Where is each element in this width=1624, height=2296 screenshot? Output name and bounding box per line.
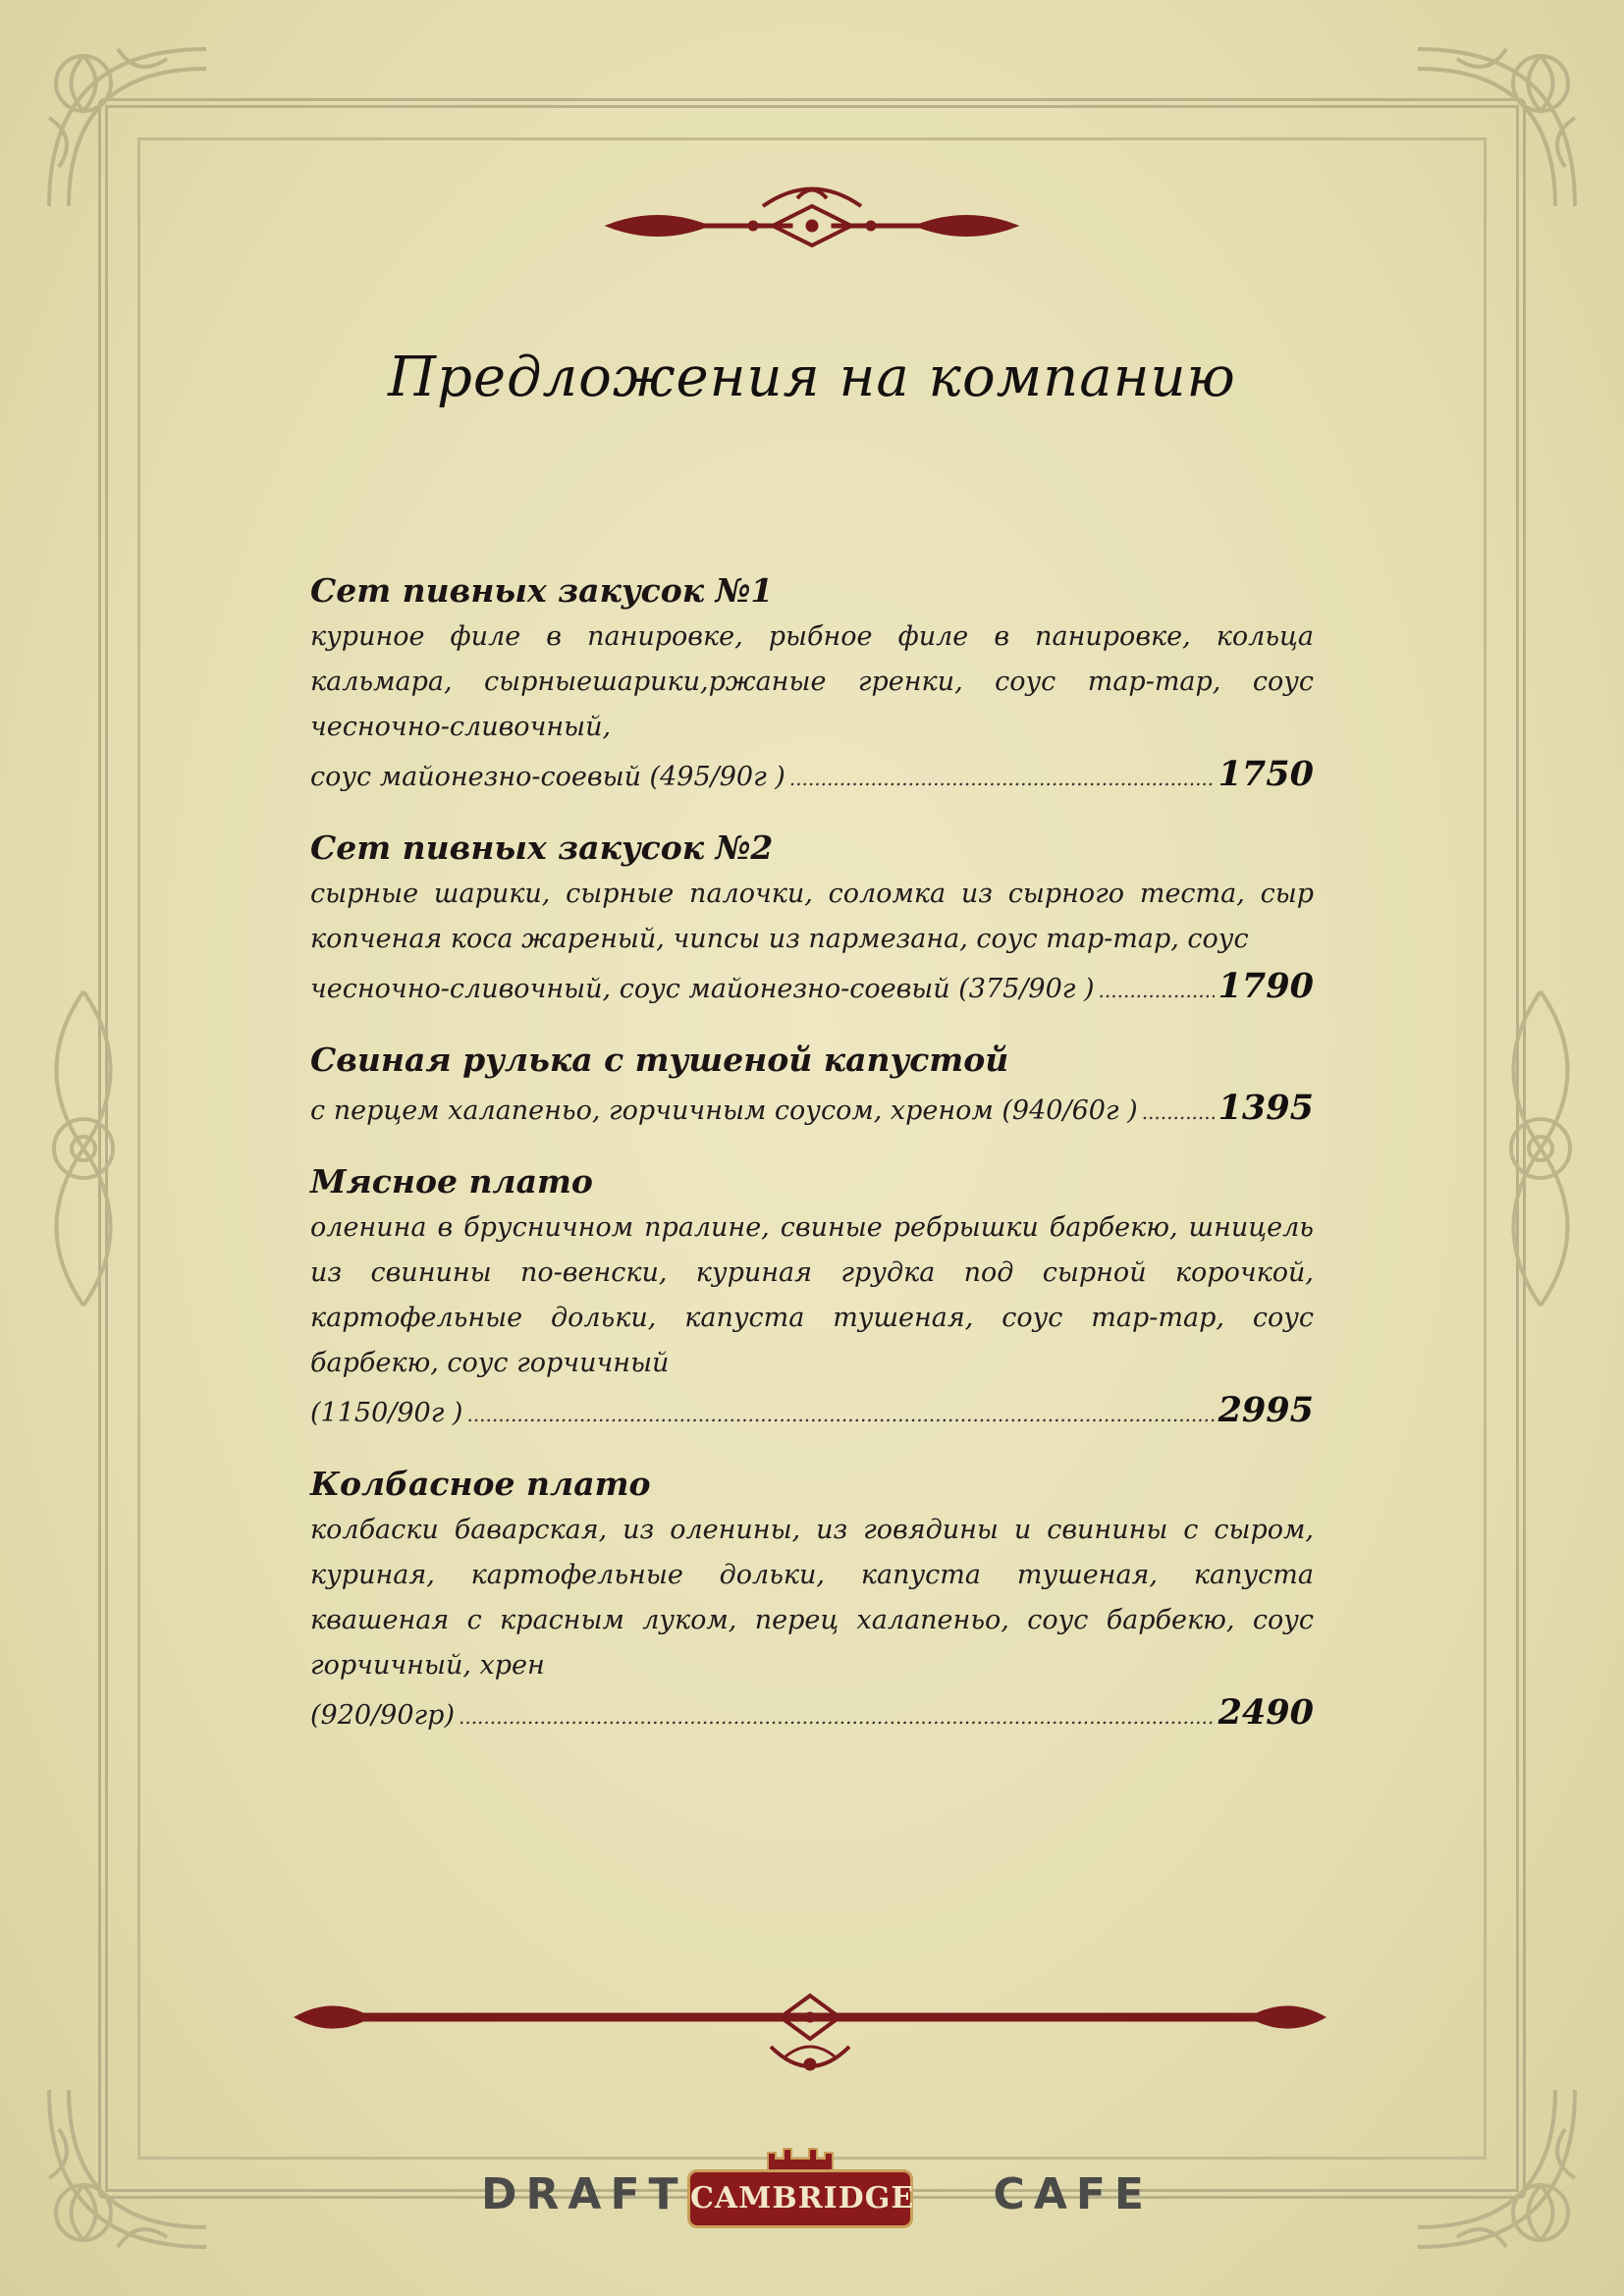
brand-word-draft: DRAFT bbox=[481, 2169, 687, 2219]
item-price: 1750 bbox=[1218, 754, 1314, 794]
dot-leader bbox=[789, 754, 1215, 803]
item-name: Сет пивных закусок №2 bbox=[310, 828, 774, 867]
corner-ornament-icon bbox=[29, 2070, 226, 2267]
item-description: куриное филе в панировке, рыбное филе в панировке, кольца кальмара, сырныешарики,ржаные гренки, соус тар-тар, соус чесночно-сливочный, bbox=[310, 621, 1314, 742]
brand-badge: CAMBRIDGE bbox=[687, 2169, 913, 2228]
item-description: колбаски баварская, из оленины, из говядины и свинины с сыром, куриная, картофельные дольки, капуста тушеная, капуста квашеная с красным луком, перец халапеньо, соус барбекю, соус горчичный, хрен bbox=[310, 1515, 1314, 1681]
item-name: Мясное плато bbox=[310, 1162, 593, 1201]
item-price: 1790 bbox=[1218, 966, 1314, 1006]
item-price-line bbox=[310, 1386, 1314, 1439]
corner-ornament-icon bbox=[1398, 29, 1595, 226]
dot-leader bbox=[459, 1692, 1215, 1741]
castle-crown-icon bbox=[766, 2145, 835, 2172]
bottom-divider-ornament-icon bbox=[290, 1949, 1330, 2086]
menu-item bbox=[310, 567, 1314, 803]
menu-list bbox=[310, 567, 1314, 1763]
top-divider-ornament-icon bbox=[596, 177, 1028, 265]
menu-item bbox=[310, 825, 1314, 1015]
side-ornament-icon bbox=[1477, 982, 1604, 1315]
dot-leader bbox=[1099, 966, 1215, 1015]
item-portion: соус майонезно-соевый (495/90г ) bbox=[310, 762, 785, 792]
item-price-line bbox=[310, 1084, 1314, 1137]
menu-item bbox=[310, 1037, 1314, 1137]
item-name: Сет пивных закусок №1 bbox=[310, 571, 774, 610]
dot-leader bbox=[1142, 1088, 1215, 1137]
item-price-line bbox=[310, 750, 1314, 803]
item-portion: с перцем халапеньо, горчичным соусом, хреном (940/60г ) bbox=[310, 1095, 1138, 1126]
corner-ornament-icon bbox=[29, 29, 226, 226]
item-description: оленина в брусничном пралине, свиные ребрышки барбекю, шницель из свинины по-венски, куриная грудка под сырной корочкой, картофельные дольки, капуста тушеная, соус тар-тар, соус барбекю, соус горчичный bbox=[310, 1212, 1314, 1378]
menu-item bbox=[310, 1461, 1314, 1741]
item-description: сырные шарики, сырные палочки, соломка из сырного теста, сыр копченая коса жареный, чипсы из пармезана, соус тар-тар, соус bbox=[310, 879, 1314, 954]
side-ornament-icon bbox=[20, 982, 147, 1315]
item-price-line bbox=[310, 1688, 1314, 1741]
item-price-line bbox=[310, 962, 1314, 1015]
item-price: 2995 bbox=[1218, 1390, 1314, 1430]
menu-item bbox=[310, 1158, 1314, 1439]
brand-word-cafe: CAFE bbox=[993, 2169, 1153, 2219]
item-name: Колбасное плато bbox=[310, 1465, 651, 1503]
item-price: 1395 bbox=[1218, 1088, 1314, 1128]
item-portion: (920/90гр) bbox=[310, 1700, 455, 1731]
dot-leader bbox=[466, 1390, 1214, 1439]
item-name: Свиная рулька с тушеной капустой bbox=[310, 1041, 1009, 1079]
item-portion: чесночно-сливочный, соус майонезно-соевый (375/90г ) bbox=[310, 974, 1095, 1004]
item-price: 2490 bbox=[1218, 1692, 1314, 1733]
corner-ornament-icon bbox=[1398, 2070, 1595, 2267]
item-portion: (1150/90г ) bbox=[310, 1398, 463, 1428]
page-title: Предложения на компанию bbox=[388, 346, 1236, 409]
brand-logo bbox=[452, 2140, 1172, 2238]
